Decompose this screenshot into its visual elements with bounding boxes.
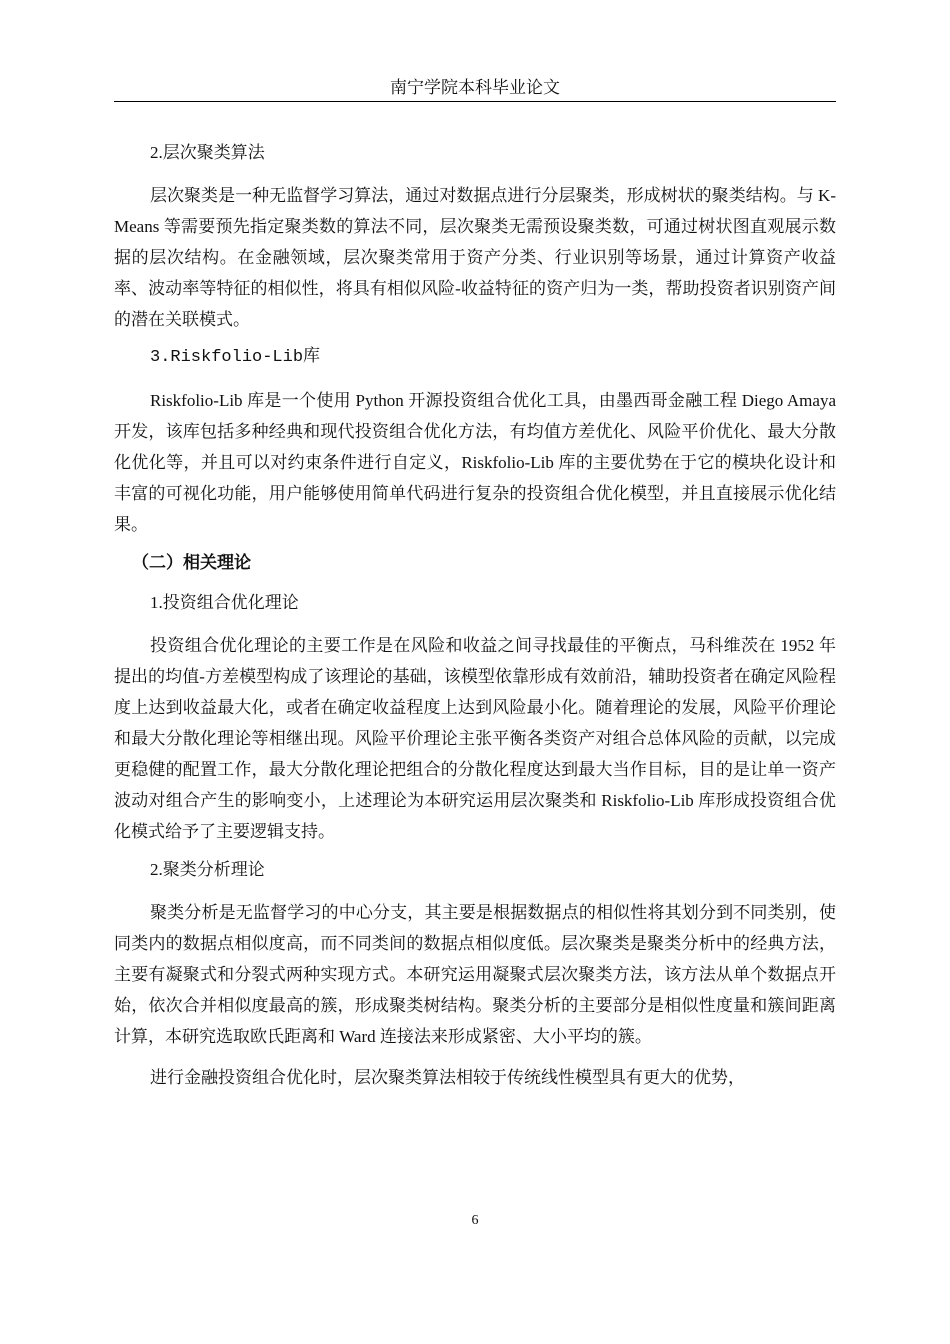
heading-cluster-theory: 2.聚类分析理论 — [150, 860, 265, 879]
paragraph-hierarchical-clustering: 层次聚类是一种无监督学习算法，通过对数据点进行分层聚类，形成树状的聚类结构。与 K-Means 等需要预先指定聚类数的算法不同，层次聚类无需预设聚类数，可通过树状图直观展示数据的层次结构。在金融领域，层次聚类常用于资产分类、行业识别等场景，通过计算资产收益率、波动率等特征的相似性，将具有相似风险-收益特征的资产归为一类，帮助投资者识别资产间的潜在关联模式。 — [114, 186, 836, 329]
page-number: 6 — [471, 1213, 479, 1228]
running-header: 南宁学院本科毕业论文 — [390, 78, 560, 97]
heading-hierarchical-clustering: 2.层次聚类算法 — [150, 143, 265, 162]
heading-riskfolio-lib: 3.Riskfolio-Lib库 — [150, 348, 321, 367]
paragraph-portfolio-theory: 投资组合优化理论的主要工作是在风险和收益之间寻找最佳的平衡点，马科维茨在 1952 年提出的均值-方差模型构成了该理论的基础，该模型依靠形成有效前沿，辅助投资者在确定风险程度上达到收益最大化，或者在确定收益程度上达到风险最小化。随着理论的发展，风险平价理论和最大分散化理论等相继出现。风险平价理论主张平衡各类资产对组合总体风险的贡献，以完成更稳健的配置工作，最大分散化理论把组合的分散化程度达到最大当作目标，目的是让单一资产波动对组合产生的影响变小，上述理论为本研究运用层次聚类和 Riskfolio-Lib 库形成投资组合优化模式给予了主要逻辑支持。 — [114, 636, 836, 841]
paragraph-riskfolio-lib: Riskfolio-Lib 库是一个使用 Python 开源投资组合优化工具，由墨西哥金融工程 Diego Amaya 开发，该库包括多种经典和现代投资组合优化方法，有均值方差优化、风险平价优化、最大分散化优化等，并且可以对约束条件进行自定义，Riskfolio-Lib 库的主要优势在于它的模块化设计和丰富的可视化功能，用户能够使用简单代码进行复杂的投资组合优化模型，并且直接展示优化结果。 — [114, 391, 836, 534]
paragraph-cluster-theory: 聚类分析是无监督学习的中心分支，其主要是根据数据点的相似性将其划分到不同类别，使同类内的数据点相似度高，而不同类间的数据点相似度低。层次聚类是聚类分析中的经典方法，主要有凝聚式和分裂式两种实现方式。本研究运用凝聚式层次聚类方法，该方法从单个数据点开始，依次合并相似度最高的簇，形成聚类树结构。聚类分析的主要部分是相似性度量和簇间距离计算，本研究选取欧氏距离和 Ward 连接法来形成紧密、大小平均的簇。 — [114, 903, 836, 1046]
section-heading-related-theory: （二）相关理论 — [132, 553, 251, 572]
paragraph-continuation: 进行金融投资组合优化时，层次聚类算法相较于传统线性模型具有更大的优势， — [150, 1068, 745, 1087]
header-divider — [114, 101, 836, 102]
heading-portfolio-theory: 1.投资组合优化理论 — [150, 593, 299, 612]
page-body — [114, 140, 836, 1103]
